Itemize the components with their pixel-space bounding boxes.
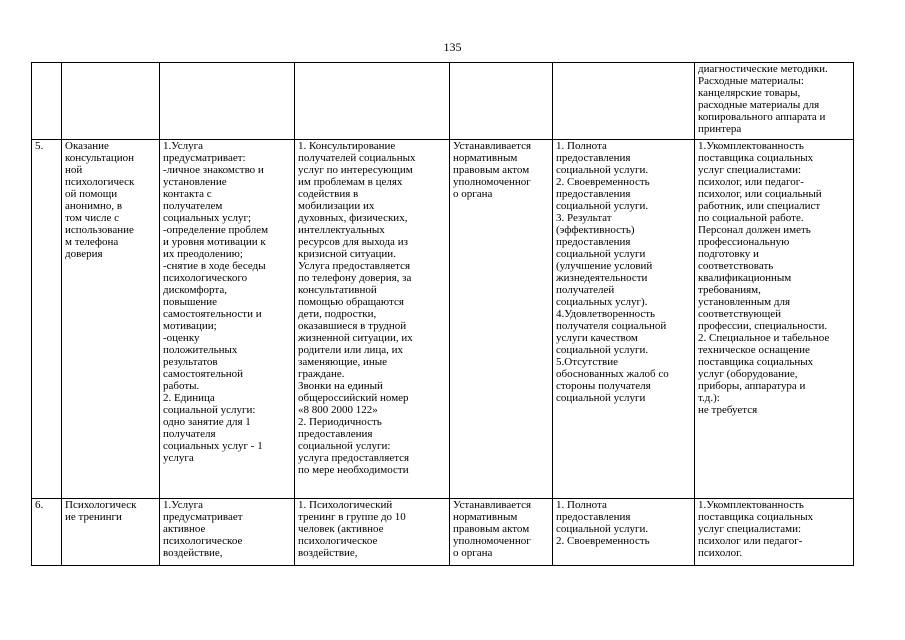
- cell-text-line: ой помощи: [65, 188, 118, 200]
- cell-text-line: психолог, или педагог-: [698, 176, 804, 188]
- cell-text-line: услуг (оборудование,: [698, 368, 798, 380]
- cell-text-line: работник, или специалист: [698, 200, 821, 212]
- cell-text-line: о органа: [453, 188, 493, 200]
- cell-text-line: доверия: [65, 248, 103, 260]
- cell-text-line: по телефону доверия, за: [298, 272, 412, 284]
- cell-text-line: 4.Удовлетворенность: [556, 308, 656, 320]
- cell-text-line: социальной услуги.: [556, 344, 649, 356]
- cell-text-line: психолог или педагог-: [698, 535, 803, 547]
- cell-text-line: нормативным: [453, 152, 518, 164]
- cell-text-line: установленным для: [698, 296, 791, 308]
- cell-conditions: [695, 63, 854, 140]
- table-row: [32, 499, 854, 566]
- cell-text-line: подготовку и: [698, 248, 759, 260]
- cell-text-line: социальной услуги.: [556, 200, 649, 212]
- cell-text-line: о органа: [453, 547, 493, 559]
- cell-text-line: интеллектуальных: [298, 224, 385, 236]
- cell-text-line: принтера: [698, 123, 742, 135]
- cell-text-line: контакта с: [163, 188, 212, 200]
- cell-text-line: том числе с: [65, 212, 119, 224]
- cell-text-line: -личное знакомство и: [163, 164, 264, 176]
- row-number: 5.: [35, 140, 44, 152]
- cell-content: [160, 63, 295, 140]
- cell-text-line: одно занятие для 1: [163, 416, 251, 428]
- cell-text-line: приборы, аппаратура и: [698, 380, 806, 392]
- cell-content: [160, 140, 295, 499]
- cell-text-line: Звонки на единый: [298, 380, 383, 392]
- cell-text-line: предусматривает: [163, 511, 243, 523]
- cell-text-line: заменяющие, иные: [298, 356, 388, 368]
- cell-text-line: 2. Своевременность: [556, 176, 650, 188]
- cell-text-line: 2. Единица: [163, 392, 215, 404]
- cell-text-line: жизнедеятельности: [556, 272, 648, 284]
- cell-num: [32, 499, 62, 566]
- cell-name: [62, 140, 160, 499]
- cell-text-line: 1. Полнота: [556, 499, 607, 511]
- cell-text-line: правовым актом: [453, 523, 530, 535]
- cell-text-line: содействия в: [298, 188, 359, 200]
- cell-text-line: м телефона: [65, 236, 119, 248]
- cell-text-line: 2. Периодичность: [298, 416, 382, 428]
- cell-text-line: 1. Консультирование: [298, 140, 396, 152]
- cell-text-line: использование: [65, 224, 134, 236]
- cell-text-line: по мере необходимости: [298, 464, 409, 476]
- cell-text-line: соответствующей: [698, 308, 781, 320]
- cell-text-line: Персонал должен иметь: [698, 224, 811, 236]
- cell-text-line: жизненной ситуации, их: [298, 332, 413, 344]
- cell-indicators: [553, 499, 695, 566]
- cell-text-line: соответствовать: [698, 260, 774, 272]
- cell-text-line: оказавшиеся в трудной: [298, 320, 407, 332]
- cell-text-line: 1. Психологический: [298, 499, 393, 511]
- page-number: 135: [443, 40, 462, 54]
- cell-text-line: самостоятельной: [163, 368, 243, 380]
- cell-text-line: воздействие,: [298, 547, 358, 559]
- cell-text-line: самостоятельности и: [163, 308, 262, 320]
- cell-text-line: получателя: [163, 428, 216, 440]
- cell-text-line: 2. Своевременность: [556, 535, 650, 547]
- cell-text-line: техническое оснащение: [698, 344, 810, 356]
- cell-text-line: уполномоченног: [453, 535, 531, 547]
- cell-text-line: психологического: [163, 272, 248, 284]
- cell-text-line: человек (активное: [298, 523, 384, 535]
- cell-text-line: дискомфорта,: [163, 284, 227, 296]
- table-row: [32, 63, 854, 140]
- cell-text-line: мобилизации их: [298, 200, 375, 212]
- cell-text-line: услуги качеством: [556, 332, 638, 344]
- cell-text-line: анонимно, в: [65, 200, 123, 212]
- cell-text-line: получателя социальной: [556, 320, 667, 332]
- cell-text-line: (эффективность): [556, 224, 635, 236]
- cell-content: [160, 499, 295, 566]
- cell-name: [62, 499, 160, 566]
- cell-text-line: услуг по интересующим: [298, 164, 413, 176]
- cell-term: [450, 63, 553, 140]
- cell-text-line: социальной услуги:: [163, 404, 256, 416]
- cell-text-line: получателей: [556, 284, 615, 296]
- cell-text-line: услуг специалистами:: [698, 164, 802, 176]
- cell-text-line: 2. Специальное и табельное: [698, 332, 830, 344]
- cell-text-line: уполномоченног: [453, 176, 531, 188]
- cell-text-line: их преодолению;: [163, 248, 243, 260]
- cell-text-line: поставщика социальных: [698, 356, 814, 368]
- cell-text-line: предоставления: [298, 428, 373, 440]
- cell-text-line: услуг специалистами:: [698, 523, 802, 535]
- cell-text-line: Устанавливается: [453, 499, 532, 511]
- cell-text-line: консультацион: [65, 152, 134, 164]
- cell-text-line: 5.Отсутствие: [556, 356, 618, 368]
- cell-text-line: не требуется: [698, 404, 758, 416]
- cell-text-line: ной: [65, 164, 83, 176]
- table-row: [32, 140, 854, 499]
- cell-text-line: поставщика социальных: [698, 511, 814, 523]
- cell-text-line: психолог, или социальный: [698, 188, 822, 200]
- cell-text-line: воздействие,: [163, 547, 223, 559]
- cell-text-line: психологическ: [65, 176, 135, 188]
- cell-text-line: социальной услуги.: [556, 164, 649, 176]
- cell-text-line: т.д.):: [698, 392, 720, 404]
- cell-description: [295, 63, 450, 140]
- cell-term: [450, 140, 553, 499]
- cell-text-line: мотивации;: [163, 320, 217, 332]
- cell-text-line: 1. Полнота: [556, 140, 607, 152]
- cell-text-line: тренинг в группе до 10: [298, 511, 406, 523]
- cell-text-line: предоставления: [556, 188, 631, 200]
- cell-description: [295, 499, 450, 566]
- cell-indicators: [553, 63, 695, 140]
- cell-text-line: -определение проблем: [163, 224, 269, 236]
- cell-text-line: -оценку: [163, 332, 200, 344]
- cell-text-line: общероссийский номер: [298, 392, 409, 404]
- cell-text-line: психологическое: [163, 535, 243, 547]
- cell-text-line: социальных услуг - 1: [163, 440, 263, 452]
- cell-text-line: предоставления: [556, 511, 631, 523]
- cell-text-line: услуга: [163, 452, 194, 464]
- cell-text-line: Устанавливается: [453, 140, 532, 152]
- cell-text-line: духовных, физических,: [298, 212, 408, 224]
- cell-text-line: нормативным: [453, 511, 518, 523]
- cell-text-line: консультативной: [298, 284, 377, 296]
- cell-text-line: (улучшение условий: [556, 260, 653, 272]
- cell-text-line: 1.Укомплектованность: [698, 140, 804, 152]
- row-number: 6.: [35, 499, 44, 511]
- cell-text-line: предусматривает:: [163, 152, 246, 164]
- cell-term: [450, 499, 553, 566]
- cell-text-line: профессии, специальности.: [698, 320, 828, 332]
- cell-conditions: [695, 140, 854, 499]
- cell-text-line: активное: [163, 523, 206, 535]
- cell-text-line: Расходные материалы:: [698, 75, 804, 87]
- cell-text-line: помощью обращаются: [298, 296, 404, 308]
- cell-text-line: профессиональную: [698, 236, 790, 248]
- cell-text-line: социальной услуги: [556, 248, 646, 260]
- cell-text-line: социальной услуги:: [298, 440, 391, 452]
- cell-text-line: копировального аппарата и: [698, 111, 826, 123]
- cell-text-line: 1.Укомплектованность: [698, 499, 804, 511]
- cell-indicators: [553, 140, 695, 499]
- cell-text-line: расходные материалы для: [698, 99, 820, 111]
- cell-conditions: [695, 499, 854, 566]
- cell-text-line: и уровня мотивации к: [163, 236, 266, 248]
- cell-text-line: 1.Услуга: [163, 140, 203, 152]
- cell-text-line: получателей социальных: [298, 152, 416, 164]
- cell-text-line: получателем: [163, 200, 223, 212]
- cell-text-line: ресурсов для выхода из: [298, 236, 408, 248]
- cell-text-line: кризисной ситуации.: [298, 248, 396, 260]
- cell-text-line: дети, подростки,: [298, 308, 377, 320]
- cell-text-line: психологическое: [298, 535, 378, 547]
- cell-text-line: социальных услуг;: [163, 212, 252, 224]
- cell-name: [62, 63, 160, 140]
- cell-text-line: психолог.: [698, 547, 743, 559]
- cell-text-line: социальной услуги.: [556, 523, 649, 535]
- services-table: [31, 62, 854, 566]
- cell-text-line: родители или лица, их: [298, 344, 404, 356]
- cell-text-line: социальных услуг).: [556, 296, 648, 308]
- cell-text-line: результатов: [163, 356, 218, 368]
- cell-text-line: положительных: [163, 344, 238, 356]
- cell-text-line: социальной услуги: [556, 392, 646, 404]
- cell-text-line: правовым актом: [453, 164, 530, 176]
- cell-num: [32, 63, 62, 140]
- cell-text-line: Психологическ: [65, 499, 137, 511]
- cell-text-line: установление: [163, 176, 227, 188]
- cell-text-line: «8 800 2000 122»: [298, 404, 378, 416]
- cell-text-line: требованиям,: [698, 284, 761, 296]
- cell-text-line: Услуга предоставляется: [298, 260, 411, 272]
- cell-text-line: квалификационным: [698, 272, 792, 284]
- cell-text-line: диагностические методики.: [698, 63, 828, 75]
- cell-text-line: Оказание: [65, 140, 109, 152]
- cell-text-line: повышение: [163, 296, 217, 308]
- cell-text-line: граждане.: [298, 368, 345, 380]
- cell-text-line: канцелярские товары,: [698, 87, 801, 99]
- cell-text-line: по социальной работе.: [698, 212, 804, 224]
- cell-text-line: 1.Услуга: [163, 499, 203, 511]
- cell-text-line: предоставления: [556, 236, 631, 248]
- cell-text-line: -снятие в ходе беседы: [163, 260, 266, 272]
- cell-num: [32, 140, 62, 499]
- cell-text-line: ие тренинги: [65, 511, 122, 523]
- cell-text-line: стороны получателя: [556, 380, 651, 392]
- cell-text-line: поставщика социальных: [698, 152, 814, 164]
- cell-text-line: работы.: [163, 380, 200, 392]
- cell-text-line: предоставления: [556, 152, 631, 164]
- cell-text-line: им проблемам в целях: [298, 176, 403, 188]
- cell-description: [295, 140, 450, 499]
- cell-text-line: 3. Результат: [556, 212, 612, 224]
- cell-text-line: услуга предоставляется: [298, 452, 410, 464]
- cell-text-line: обоснованных жалоб со: [556, 368, 669, 380]
